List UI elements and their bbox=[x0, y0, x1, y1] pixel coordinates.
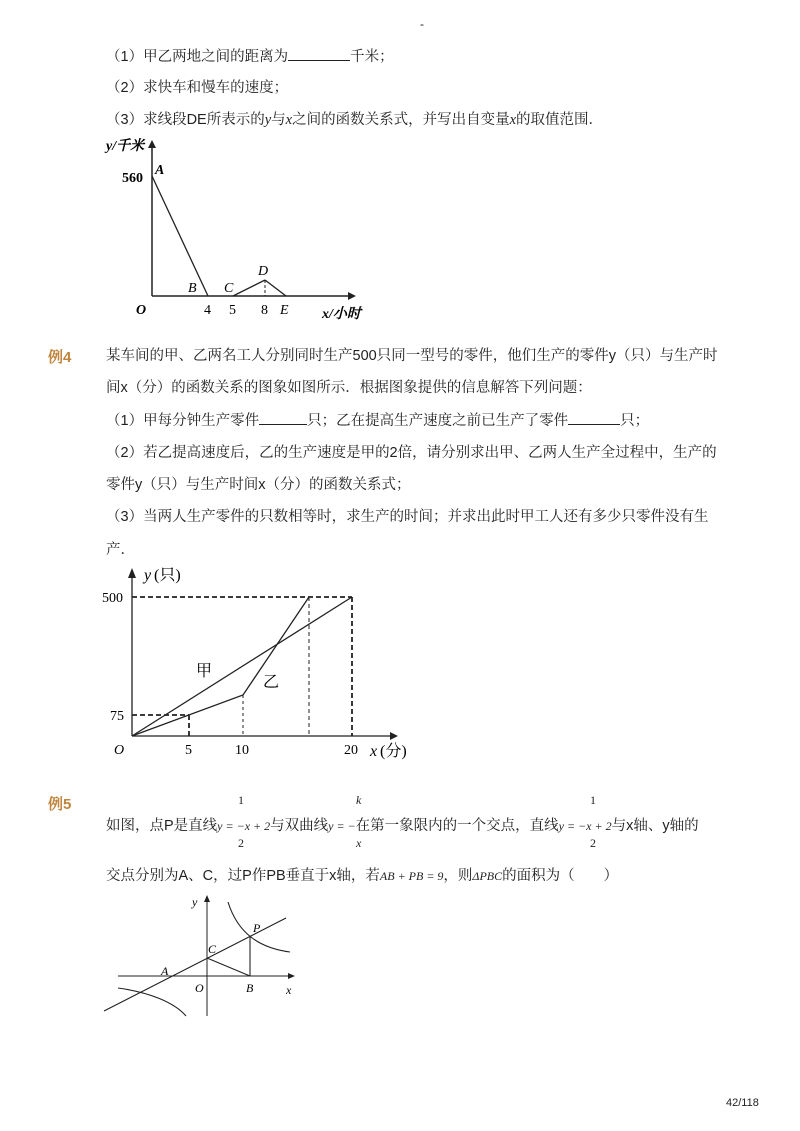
example5-line-2 bbox=[106, 866, 618, 886]
segment-AB bbox=[152, 176, 208, 296]
x-axis-var: x bbox=[370, 743, 378, 760]
x-tick-20: 20 bbox=[344, 743, 358, 758]
x-axis-label: x bbox=[286, 983, 292, 997]
example4-q1-text-a: （1）甲每分钟生产零件 bbox=[106, 413, 260, 429]
y-axis-label: y bbox=[192, 895, 198, 909]
triangle-label: ΔPBC bbox=[472, 869, 503, 883]
example5-line2-text-b: ，则 bbox=[443, 868, 473, 884]
y-tick-560: 560 bbox=[122, 171, 143, 186]
y-axis-arrow-icon bbox=[204, 895, 210, 902]
answer-blank bbox=[568, 410, 620, 425]
origin-label: O bbox=[136, 303, 147, 318]
answer-blank bbox=[288, 46, 350, 61]
var-y: y bbox=[264, 112, 272, 128]
y-axis-arrow-icon bbox=[148, 140, 156, 148]
example5-line-1 bbox=[106, 816, 699, 836]
origin-label: O bbox=[114, 743, 125, 758]
example4-q1-text-c: 只； bbox=[620, 413, 650, 429]
point-A-label: A bbox=[161, 964, 169, 978]
series-jia-line bbox=[132, 597, 352, 736]
parts-time-graph bbox=[100, 562, 430, 772]
point-P-label: P bbox=[253, 921, 261, 935]
hyperbola-branch-lower bbox=[118, 988, 186, 1016]
example5-text-4: 与x轴、y轴的 bbox=[611, 818, 699, 834]
equation-hyperbola: y = − bbox=[328, 819, 356, 833]
y-tick-500: 500 bbox=[102, 591, 123, 606]
example4-question-1 bbox=[106, 410, 649, 431]
problem3-q1-text-a: （1）甲乙两地之间的距离为 bbox=[106, 49, 289, 65]
example5-text-1: 如图，点P是直线 bbox=[106, 818, 218, 834]
y-axis-arrow-icon bbox=[128, 568, 136, 578]
fraction-denominator-x: x bbox=[356, 836, 362, 850]
series-jia-label: 甲 bbox=[196, 663, 213, 680]
y-axis-var: y bbox=[144, 567, 152, 584]
point-E-label: E bbox=[280, 303, 289, 318]
example4-question-3-line-2: 产． bbox=[106, 542, 135, 558]
segment-CD bbox=[233, 280, 265, 296]
point-C-label: C bbox=[224, 281, 234, 296]
example5-line2-text-c: 的面积为（ ） bbox=[502, 868, 619, 884]
example4-question-2-line-2: 零件y（只）与生产时间x（分）的函数关系式； bbox=[106, 477, 411, 493]
fraction-numerator-k: k bbox=[356, 793, 362, 807]
x-tick-5: 5 bbox=[229, 303, 236, 318]
problem3-q3-text-d: 的取值范围． bbox=[516, 112, 604, 128]
condition-equation: AB + PB = 9 bbox=[379, 869, 444, 883]
origin-label: O bbox=[195, 981, 204, 995]
example5-line2-text-a: 交点分别为A、C，过P作PB垂直于x轴，若 bbox=[106, 868, 380, 884]
fraction-denominator-2: 2 bbox=[590, 836, 596, 850]
x-axis-arrow-icon bbox=[390, 732, 398, 740]
point-B-label: B bbox=[246, 981, 254, 995]
example4-line-1: 某车间的甲、乙两名工人分别同时生产500只同一型号的零件，他们生产的零件y（只）与生产时 bbox=[106, 348, 718, 364]
distance-time-graph bbox=[100, 130, 380, 330]
problem3-q3-text-c: 之间的函数关系式，并写出自变量 bbox=[292, 112, 510, 128]
example4-question-3-line-1: （3）当两人生产零件的只数相等时，求生产的时间；并求出此时甲工人还有多少只零件没有生 bbox=[106, 509, 709, 525]
y-tick-75: 75 bbox=[110, 709, 124, 724]
equation-line-2: y = −x + 2 bbox=[558, 819, 612, 833]
x-axis-unit: (分) bbox=[380, 743, 407, 760]
point-C-label: C bbox=[208, 942, 217, 956]
x-axis-arrow-icon bbox=[348, 292, 356, 300]
y-axis-label: y/千米 bbox=[106, 139, 145, 154]
fraction-numerator-1: 1 bbox=[590, 793, 596, 807]
example4-line-2: 间x（分）的函数关系的图象如图所示．根据图象提供的信息解答下列问题： bbox=[106, 380, 592, 396]
example4-q1-text-b: 只；乙在提高生产速度之前已生产了零件 bbox=[307, 413, 569, 429]
fraction-numerator-1: 1 bbox=[238, 793, 244, 807]
point-D-label: D bbox=[258, 264, 269, 279]
problem3-q3-text-a: （3）求线段DE所表示的 bbox=[106, 112, 265, 128]
x-axis-label: x/小时 bbox=[322, 307, 361, 322]
fraction-denominator-2: 2 bbox=[238, 836, 244, 850]
equation-line-1: y = −x + 2 bbox=[217, 819, 271, 833]
segment-CB bbox=[207, 958, 250, 976]
example4-label: 例4 bbox=[48, 349, 72, 366]
point-B-label: B bbox=[188, 281, 197, 296]
problem3-question-1 bbox=[106, 46, 394, 67]
example5-text-2: 与双曲线 bbox=[270, 818, 329, 834]
example5-text-3: 在第一象限内的一个交点，直线 bbox=[355, 818, 559, 834]
x-axis-arrow-icon bbox=[288, 973, 295, 979]
var-x: x bbox=[509, 112, 517, 128]
point-A-label: A bbox=[155, 163, 165, 178]
example5-label: 例5 bbox=[48, 796, 72, 813]
var-x: x bbox=[285, 112, 293, 128]
problem3-q3-text-b: 与 bbox=[271, 112, 286, 128]
segment-DE bbox=[265, 280, 286, 296]
x-tick-5: 5 bbox=[185, 743, 192, 758]
x-tick-8: 8 bbox=[261, 303, 268, 318]
problem3-question-2: （2）求快车和慢车的速度； bbox=[106, 80, 289, 96]
problem3-question-3 bbox=[106, 110, 603, 130]
y-axis-unit: (只) bbox=[154, 567, 181, 584]
hyperbola-line-graph bbox=[100, 890, 310, 1020]
answer-blank bbox=[259, 410, 307, 425]
example4-question-2-line-1: （2）若乙提高速度后，乙的生产速度是甲的2倍，请分别求出甲、乙两人生产全过程中，生产的 bbox=[106, 445, 717, 461]
page-number: 42/118 bbox=[726, 1097, 759, 1109]
header-mark: - bbox=[420, 17, 424, 31]
problem3-q1-text-b: 千米； bbox=[350, 49, 394, 65]
x-tick-4: 4 bbox=[204, 303, 211, 318]
series-yi-label: 乙 bbox=[263, 674, 280, 691]
x-tick-10: 10 bbox=[235, 743, 249, 758]
